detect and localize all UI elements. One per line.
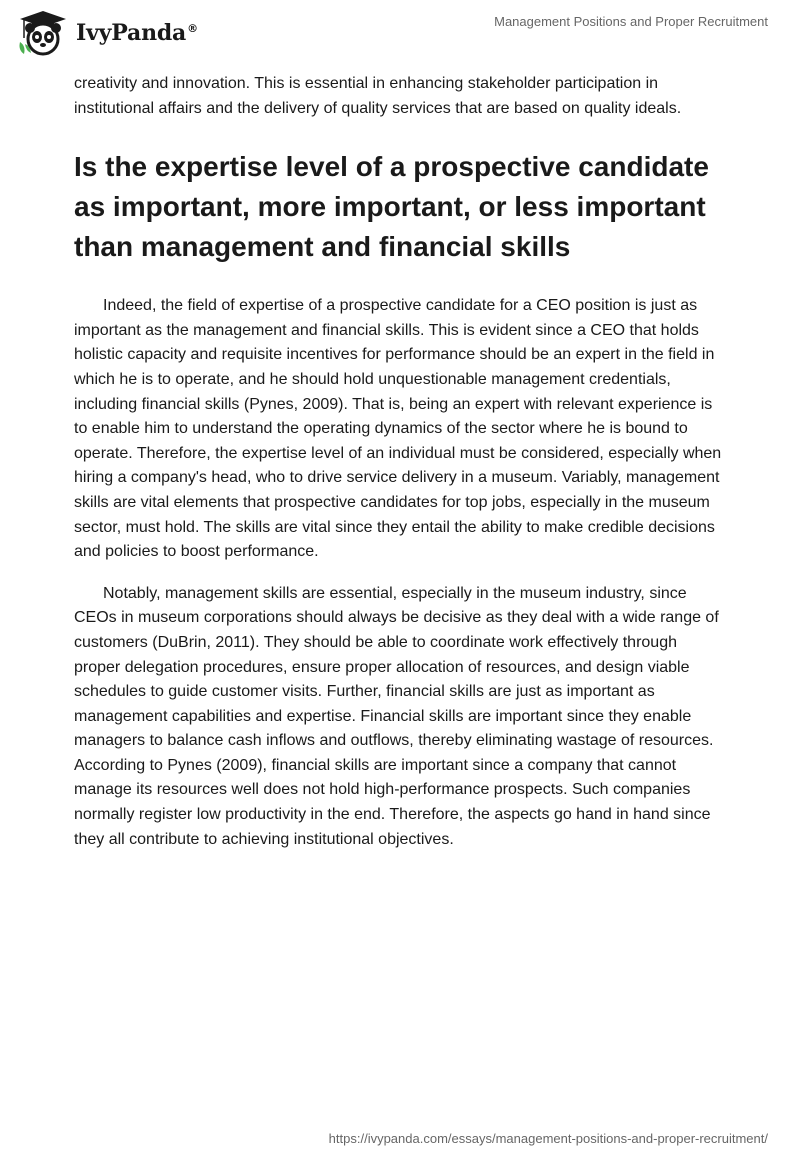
intro-paragraph: creativity and innovation. This is essential in enhancing stakeholder participation in institutional affairs and the delivery of quality services that are based on quality ideals. [74, 75, 682, 117]
ivypanda-logo[interactable] [16, 8, 198, 58]
panda-logo-icon [16, 8, 70, 58]
body-paragraph: Indeed, the field of expertise of a prospective candidate for a CEO position is just as important as the management and financial skills. This is evident since a CEO that holds holistic capacity and requisite incentives for performance should be an expert in the field in which he is to operate, and he should hold unquestionable management credentials, including financial skills (Pynes, 2009). That is, being an expert with relevant experience is to enable him to understand the operating dynamics of the sector where he is bound to operate. Therefore, the expertise level of an individual must be considered, especially when hiring a company's head, who to drive service delivery in a museum. Variably, management skills are vital elements that prospective candidates for top jobs, especially in the museum sector, must hold. The skills are vital since they entail the ability to make credible decisions and policies to boost performance. [74, 297, 722, 561]
body-paragraph: Notably, management skills are essential, especially in the museum industry, since CEOs in museum corporations should always be decisive as they deal with a wide range of customers (DuBrin, 2011). They should be able to coordinate work effectively through proper delegation procedures, ensure proper allocation of resources, and design viable schedules to guide customer visits. Further, financial skills are just as important as management capabilities and expertise. Financial skills are important since they enable managers to balance cash inflows and outflows, thereby eliminating wastage of resources. According to Pynes (2009), financial skills are important since a company that cannot manage its resources well does not hold high-performance prospects. Such companies normally register low productivity in the end. Therefore, the aspects go hand in hand since they all contribute to achieving institutional objectives. [74, 584, 719, 848]
brand-name: IvyPanda® [76, 20, 198, 46]
document-title: Management Positions and Proper Recruitment [494, 14, 768, 29]
section-heading: Is the expertise level of a prospective candidate as important, more important, or less important than management and financial skills [74, 151, 709, 263]
page-header [0, 0, 800, 70]
source-url-link[interactable]: https://ivypanda.com/essays/management-positions-and-proper-recruitment/ [328, 1131, 768, 1146]
article-body [74, 72, 726, 852]
